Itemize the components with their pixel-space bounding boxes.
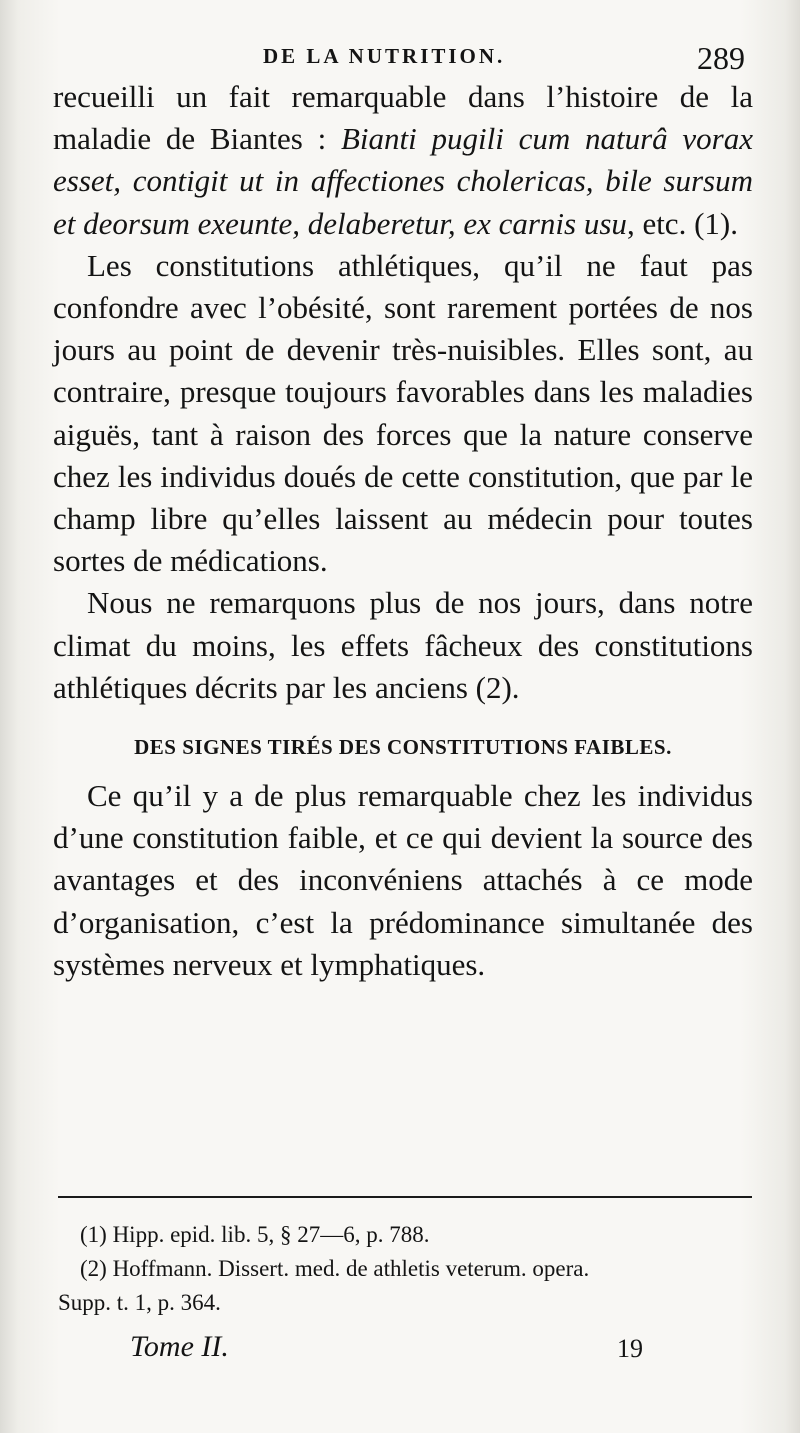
paragraph-text: recueilli un fait remarquable dans l’histoire de la maladie de Biantes :	[53, 79, 753, 157]
running-title: DE LA NUTRITION.	[263, 44, 506, 68]
paragraph-ancient-effects: Nous ne remarquons plus de nos jours, dans notre climat du moins, les effets fâcheux des constitutions athlétiques décrits par les anciens (2).	[53, 585, 753, 705]
section-heading: DES SIGNES TIRÉS DES CONSTITUTIONS FAIBLES.	[134, 735, 672, 760]
paragraph-continuation	[53, 76, 753, 245]
footnote-1: (1) Hipp. epid. lib. 5, § 27—6, p. 788.	[80, 1222, 430, 1247]
footnote-2-continuation: Supp. t. 1, p. 364.	[58, 1290, 221, 1315]
footnotes	[58, 1218, 758, 1320]
signature-mark: 19	[617, 1334, 643, 1363]
paragraph-text: , etc. (1).	[626, 205, 738, 241]
footnote-2: (2) Hoffmann. Dissert. med. de athletis veterum. opera.	[80, 1256, 590, 1281]
paragraph-weak-constitutions: Ce qu’il y a de plus remarquable chez les individus d’une constitution faible, et ce qui devient la source des avantages et des inconvéniens attachés à ce mode d’organisation, c’est la prédominance simultanée des systèmes nerveux et lymphatiques.	[53, 778, 753, 982]
latin-quotation: Bianti pugili cum naturâ vorax esset, contigit ut in affectiones cholericas, bile sursum et deorsum exeunte, delaberetur, ex carnis usu	[53, 121, 753, 241]
volume-label: Tome II.	[130, 1330, 229, 1363]
paragraph-athletic-constitutions: Les constitutions athlétiques, qu’il ne faut pas confondre avec l’obésité, sont rarement portées de nos jours au point de devenir très-nuisibles. Elles sont, au contraire, presque toujours favorables dans les maladies aiguës, tant à raison des forces que la nature conserve chez les individus doués de cette constitution, que par le champ libre qu’elles laissent au médecin pour toutes sortes de médications.	[53, 247, 753, 579]
main-text	[53, 76, 753, 986]
footnote-rule	[58, 1196, 752, 1198]
page-number: 289	[697, 40, 745, 76]
